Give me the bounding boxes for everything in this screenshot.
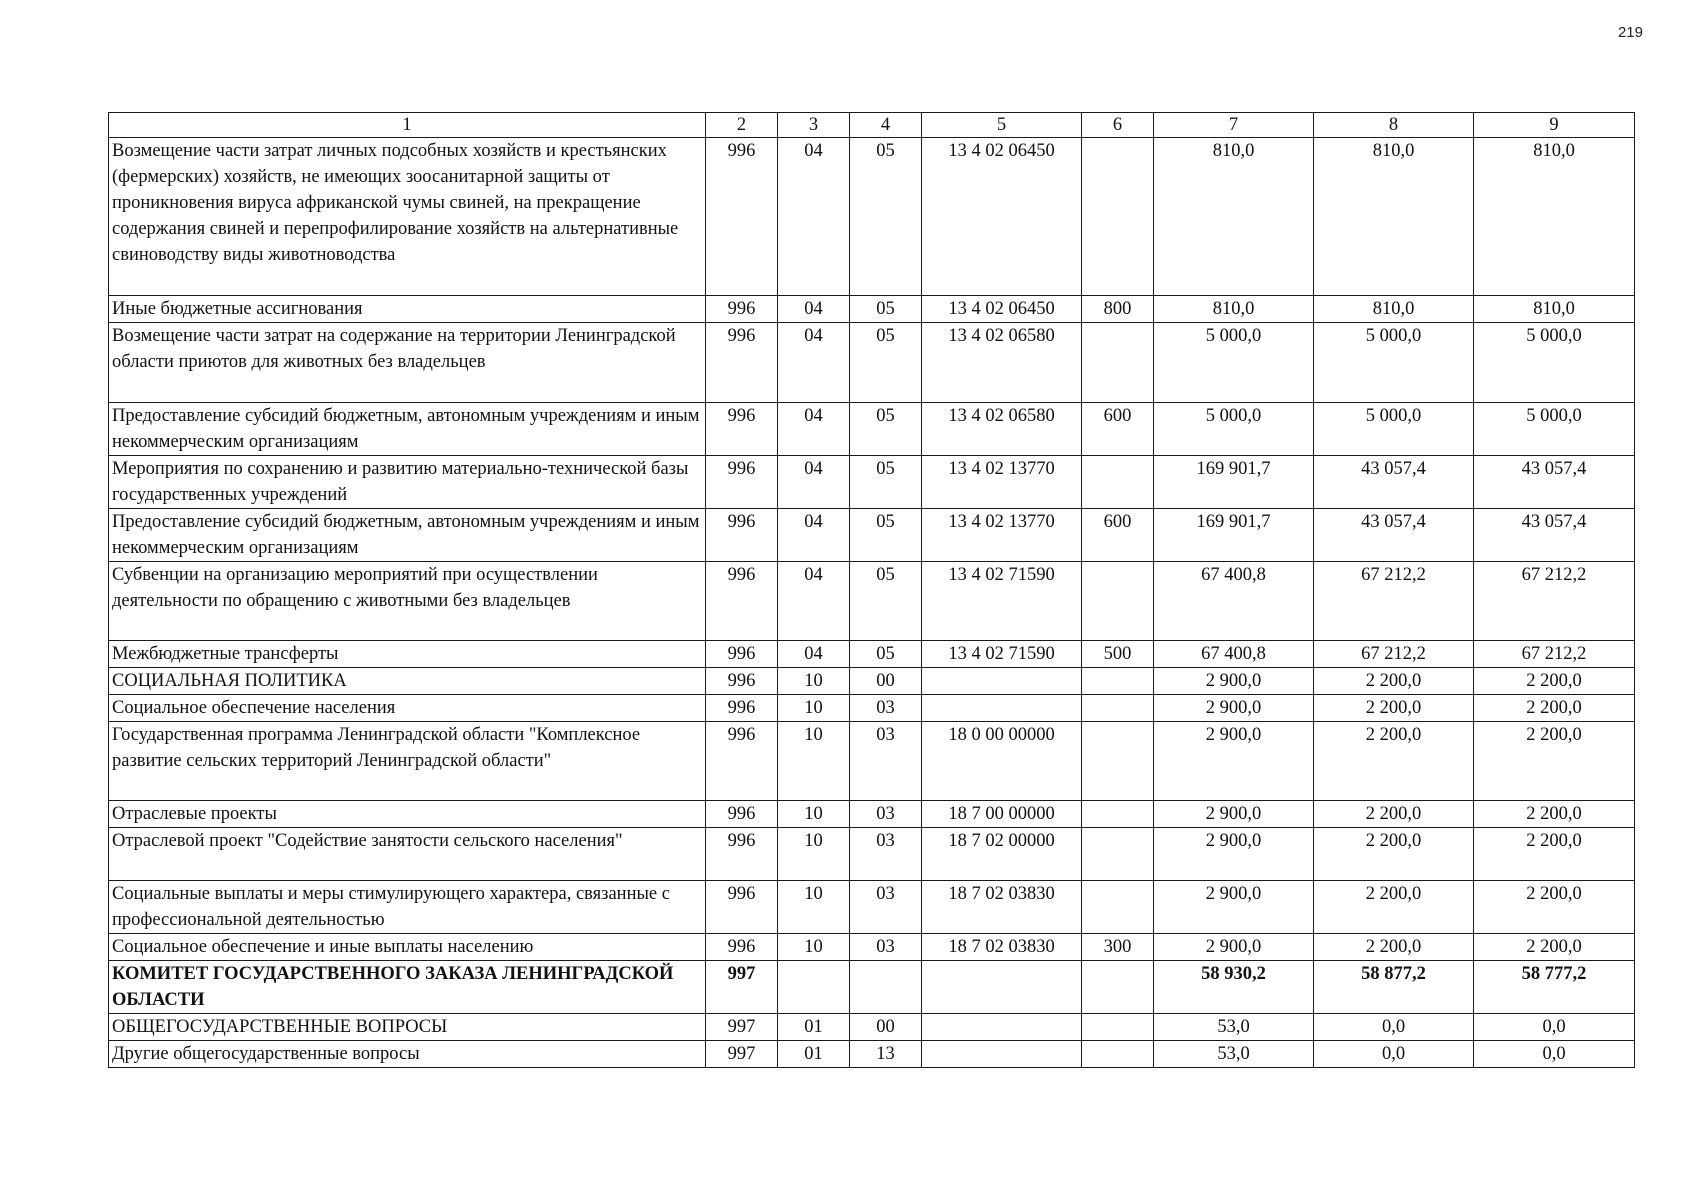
section-code-cell: 04 — [778, 509, 850, 562]
expense-type-cell — [1082, 961, 1154, 1014]
budget-code-cell: 996 — [706, 641, 778, 668]
table-row — [109, 722, 1635, 801]
amount-year2-cell: 2 200,0 — [1314, 828, 1474, 881]
table-row — [109, 801, 1635, 828]
target-article-cell: 13 4 02 71590 — [922, 641, 1082, 668]
table-row — [109, 668, 1635, 695]
expense-type-cell: 600 — [1082, 509, 1154, 562]
target-article-cell — [922, 1041, 1082, 1068]
amount-year3-cell: 810,0 — [1474, 138, 1635, 296]
table-row — [109, 323, 1635, 403]
header-cell: 9 — [1474, 113, 1635, 138]
amount-year1-cell: 2 900,0 — [1154, 828, 1314, 881]
row-name-cell: Иные бюджетные ассигнования — [109, 296, 706, 323]
amount-year3-cell: 810,0 — [1474, 296, 1635, 323]
row-name-cell: Межбюджетные трансферты — [109, 641, 706, 668]
expense-type-cell — [1082, 722, 1154, 801]
page-number: 219 — [1617, 24, 1643, 41]
amount-year2-cell: 2 200,0 — [1314, 801, 1474, 828]
subsection-code-cell: 05 — [850, 296, 922, 323]
table-row — [109, 695, 1635, 722]
amount-year2-cell: 2 200,0 — [1314, 695, 1474, 722]
budget-code-cell: 996 — [706, 801, 778, 828]
expense-type-cell — [1082, 801, 1154, 828]
budget-code-cell: 996 — [706, 722, 778, 801]
expense-type-cell — [1082, 695, 1154, 722]
subsection-code-cell: 00 — [850, 1014, 922, 1041]
budget-code-cell: 996 — [706, 138, 778, 296]
amount-year1-cell: 810,0 — [1154, 138, 1314, 296]
target-article-cell: 18 0 00 00000 — [922, 722, 1082, 801]
amount-year3-cell: 2 200,0 — [1474, 934, 1635, 961]
expense-type-cell — [1082, 668, 1154, 695]
amount-year2-cell: 0,0 — [1314, 1014, 1474, 1041]
section-code-cell: 10 — [778, 828, 850, 881]
amount-year1-cell: 58 930,2 — [1154, 961, 1314, 1014]
budget-code-cell: 996 — [706, 828, 778, 881]
amount-year2-cell: 43 057,4 — [1314, 509, 1474, 562]
subsection-code-cell: 03 — [850, 828, 922, 881]
section-code-cell: 01 — [778, 1041, 850, 1068]
header-cell: 1 — [109, 113, 706, 138]
amount-year3-cell: 5 000,0 — [1474, 323, 1635, 403]
section-code-cell: 04 — [778, 296, 850, 323]
header-row — [109, 113, 1635, 138]
amount-year3-cell: 43 057,4 — [1474, 456, 1635, 509]
target-article-cell: 13 4 02 71590 — [922, 562, 1082, 641]
amount-year1-cell: 67 400,8 — [1154, 641, 1314, 668]
expense-type-cell — [1082, 456, 1154, 509]
table-row — [109, 1041, 1635, 1068]
amount-year1-cell: 2 900,0 — [1154, 668, 1314, 695]
row-name-cell: Предоставление субсидий бюджетным, автономным учреждениям и иным некоммерческим организациям — [109, 509, 706, 562]
budget-code-cell: 997 — [706, 961, 778, 1014]
target-article-cell: 13 4 02 13770 — [922, 456, 1082, 509]
table-row — [109, 934, 1635, 961]
budget-code-cell: 997 — [706, 1014, 778, 1041]
amount-year2-cell: 810,0 — [1314, 296, 1474, 323]
expense-type-cell — [1082, 1014, 1154, 1041]
amount-year3-cell: 67 212,2 — [1474, 562, 1635, 641]
budget-code-cell: 996 — [706, 695, 778, 722]
section-code-cell: 10 — [778, 934, 850, 961]
amount-year2-cell: 67 212,2 — [1314, 641, 1474, 668]
amount-year2-cell: 5 000,0 — [1314, 403, 1474, 456]
section-code-cell: 04 — [778, 138, 850, 296]
row-name-cell: Возмещение части затрат на содержание на территории Ленинградской области приютов для животных без владельцев — [109, 323, 706, 403]
amount-year3-cell: 2 200,0 — [1474, 801, 1635, 828]
amount-year1-cell: 53,0 — [1154, 1014, 1314, 1041]
subsection-code-cell: 03 — [850, 722, 922, 801]
amount-year3-cell: 43 057,4 — [1474, 509, 1635, 562]
table-row — [109, 881, 1635, 934]
budget-code-cell: 996 — [706, 668, 778, 695]
expense-type-cell — [1082, 138, 1154, 296]
row-name-cell: Социальные выплаты и меры стимулирующего характера, связанные с профессиональной деятельностью — [109, 881, 706, 934]
amount-year1-cell: 169 901,7 — [1154, 509, 1314, 562]
budget-code-cell: 997 — [706, 1041, 778, 1068]
section-code-cell: 10 — [778, 722, 850, 801]
row-name-cell: Субвенции на организацию мероприятий при осуществлении деятельности по обращению с животными без владельцев — [109, 562, 706, 641]
amount-year3-cell: 5 000,0 — [1474, 403, 1635, 456]
table-row — [109, 138, 1635, 296]
target-article-cell — [922, 961, 1082, 1014]
subsection-code-cell: 03 — [850, 881, 922, 934]
target-article-cell: 18 7 02 00000 — [922, 828, 1082, 881]
section-code-cell: 01 — [778, 1014, 850, 1041]
target-article-cell: 13 4 02 06450 — [922, 296, 1082, 323]
section-code-cell — [778, 961, 850, 1014]
amount-year1-cell: 810,0 — [1154, 296, 1314, 323]
amount-year3-cell: 67 212,2 — [1474, 641, 1635, 668]
amount-year1-cell: 2 900,0 — [1154, 801, 1314, 828]
amount-year1-cell: 5 000,0 — [1154, 403, 1314, 456]
expense-type-cell — [1082, 828, 1154, 881]
header-cell: 2 — [706, 113, 778, 138]
amount-year2-cell: 58 877,2 — [1314, 961, 1474, 1014]
subsection-code-cell: 03 — [850, 934, 922, 961]
subsection-code-cell: 05 — [850, 641, 922, 668]
section-code-cell: 04 — [778, 323, 850, 403]
row-name-cell: Мероприятия по сохранению и развитию материально-технической базы государственных учреждений — [109, 456, 706, 509]
amount-year1-cell: 169 901,7 — [1154, 456, 1314, 509]
amount-year1-cell: 2 900,0 — [1154, 722, 1314, 801]
row-name-cell: Социальное обеспечение населения — [109, 695, 706, 722]
target-article-cell: 18 7 00 00000 — [922, 801, 1082, 828]
header-cell: 6 — [1082, 113, 1154, 138]
table-row — [109, 1014, 1635, 1041]
table-row — [109, 403, 1635, 456]
section-code-cell: 10 — [778, 695, 850, 722]
expense-type-cell: 600 — [1082, 403, 1154, 456]
row-name-cell: Отраслевой проект "Содействие занятости сельского населения" — [109, 828, 706, 881]
amount-year3-cell: 2 200,0 — [1474, 881, 1635, 934]
budget-code-cell: 996 — [706, 456, 778, 509]
expense-type-cell — [1082, 1041, 1154, 1068]
expense-type-cell: 500 — [1082, 641, 1154, 668]
header-cell: 8 — [1314, 113, 1474, 138]
row-name-cell: КОМИТЕТ ГОСУДАРСТВЕННОГО ЗАКАЗА ЛЕНИНГРАДСКОЙ ОБЛАСТИ — [109, 961, 706, 1014]
expense-type-cell: 800 — [1082, 296, 1154, 323]
row-name-cell: Социальное обеспечение и иные выплаты населению — [109, 934, 706, 961]
amount-year2-cell: 2 200,0 — [1314, 722, 1474, 801]
header-cell: 7 — [1154, 113, 1314, 138]
section-code-cell: 10 — [778, 881, 850, 934]
expense-type-cell — [1082, 562, 1154, 641]
amount-year1-cell: 2 900,0 — [1154, 881, 1314, 934]
amount-year3-cell: 2 200,0 — [1474, 668, 1635, 695]
budget-code-cell: 996 — [706, 881, 778, 934]
subsection-code-cell: 05 — [850, 562, 922, 641]
target-article-cell — [922, 668, 1082, 695]
subsection-code-cell: 03 — [850, 695, 922, 722]
amount-year3-cell: 0,0 — [1474, 1014, 1635, 1041]
table-row — [109, 562, 1635, 641]
budget-table — [108, 112, 1635, 1068]
table-row — [109, 828, 1635, 881]
subsection-code-cell: 13 — [850, 1041, 922, 1068]
row-name-cell: СОЦИАЛЬНАЯ ПОЛИТИКА — [109, 668, 706, 695]
amount-year2-cell: 0,0 — [1314, 1041, 1474, 1068]
amount-year2-cell: 2 200,0 — [1314, 881, 1474, 934]
amount-year2-cell: 43 057,4 — [1314, 456, 1474, 509]
expense-type-cell — [1082, 323, 1154, 403]
subsection-code-cell: 03 — [850, 801, 922, 828]
row-name-cell: Отраслевые проекты — [109, 801, 706, 828]
subsection-code-cell: 05 — [850, 456, 922, 509]
section-code-cell: 10 — [778, 801, 850, 828]
target-article-cell: 18 7 02 03830 — [922, 881, 1082, 934]
header-cell: 3 — [778, 113, 850, 138]
expense-type-cell: 300 — [1082, 934, 1154, 961]
row-name-cell: Другие общегосударственные вопросы — [109, 1041, 706, 1068]
amount-year1-cell: 5 000,0 — [1154, 323, 1314, 403]
budget-code-cell: 996 — [706, 323, 778, 403]
amount-year3-cell: 2 200,0 — [1474, 695, 1635, 722]
subsection-code-cell: 00 — [850, 668, 922, 695]
target-article-cell — [922, 695, 1082, 722]
amount-year1-cell: 53,0 — [1154, 1041, 1314, 1068]
header-cell: 5 — [922, 113, 1082, 138]
budget-code-cell: 996 — [706, 296, 778, 323]
table-row — [109, 961, 1635, 1014]
section-code-cell: 04 — [778, 403, 850, 456]
target-article-cell — [922, 1014, 1082, 1041]
row-name-cell: Предоставление субсидий бюджетным, автономным учреждениям и иным некоммерческим организациям — [109, 403, 706, 456]
row-name-cell: ОБЩЕГОСУДАРСТВЕННЫЕ ВОПРОСЫ — [109, 1014, 706, 1041]
amount-year2-cell: 5 000,0 — [1314, 323, 1474, 403]
target-article-cell: 13 4 02 06580 — [922, 323, 1082, 403]
amount-year2-cell: 2 200,0 — [1314, 934, 1474, 961]
table-row — [109, 296, 1635, 323]
expense-type-cell — [1082, 881, 1154, 934]
budget-code-cell: 996 — [706, 403, 778, 456]
amount-year2-cell: 67 212,2 — [1314, 562, 1474, 641]
table-row — [109, 456, 1635, 509]
row-name-cell: Государственная программа Ленинградской области "Комплексное развитие сельских территорий Ленинградской области" — [109, 722, 706, 801]
table-row — [109, 509, 1635, 562]
amount-year3-cell: 0,0 — [1474, 1041, 1635, 1068]
subsection-code-cell: 05 — [850, 323, 922, 403]
budget-code-cell: 996 — [706, 934, 778, 961]
amount-year1-cell: 67 400,8 — [1154, 562, 1314, 641]
target-article-cell: 13 4 02 06580 — [922, 403, 1082, 456]
section-code-cell: 04 — [778, 562, 850, 641]
budget-code-cell: 996 — [706, 562, 778, 641]
target-article-cell: 13 4 02 06450 — [922, 138, 1082, 296]
amount-year3-cell: 2 200,0 — [1474, 828, 1635, 881]
amount-year1-cell: 2 900,0 — [1154, 695, 1314, 722]
subsection-code-cell: 05 — [850, 138, 922, 296]
section-code-cell: 04 — [778, 641, 850, 668]
amount-year3-cell: 2 200,0 — [1474, 722, 1635, 801]
amount-year3-cell: 58 777,2 — [1474, 961, 1635, 1014]
header-cell: 4 — [850, 113, 922, 138]
amount-year2-cell: 2 200,0 — [1314, 668, 1474, 695]
budget-code-cell: 996 — [706, 509, 778, 562]
section-code-cell: 10 — [778, 668, 850, 695]
target-article-cell: 18 7 02 03830 — [922, 934, 1082, 961]
subsection-code-cell — [850, 961, 922, 1014]
amount-year1-cell: 2 900,0 — [1154, 934, 1314, 961]
table-row — [109, 641, 1635, 668]
subsection-code-cell: 05 — [850, 403, 922, 456]
section-code-cell: 04 — [778, 456, 850, 509]
row-name-cell: Возмещение части затрат личных подсобных хозяйств и крестьянских (фермерских) хозяйств, не имеющих зоосанитарной защиты от проникновения вируса африканской чумы свиней, на прекращение содержания свиней и перепрофилирование хозяйств на альтернативные свиноводству виды животноводства — [109, 138, 706, 296]
subsection-code-cell: 05 — [850, 509, 922, 562]
target-article-cell: 13 4 02 13770 — [922, 509, 1082, 562]
amount-year2-cell: 810,0 — [1314, 138, 1474, 296]
